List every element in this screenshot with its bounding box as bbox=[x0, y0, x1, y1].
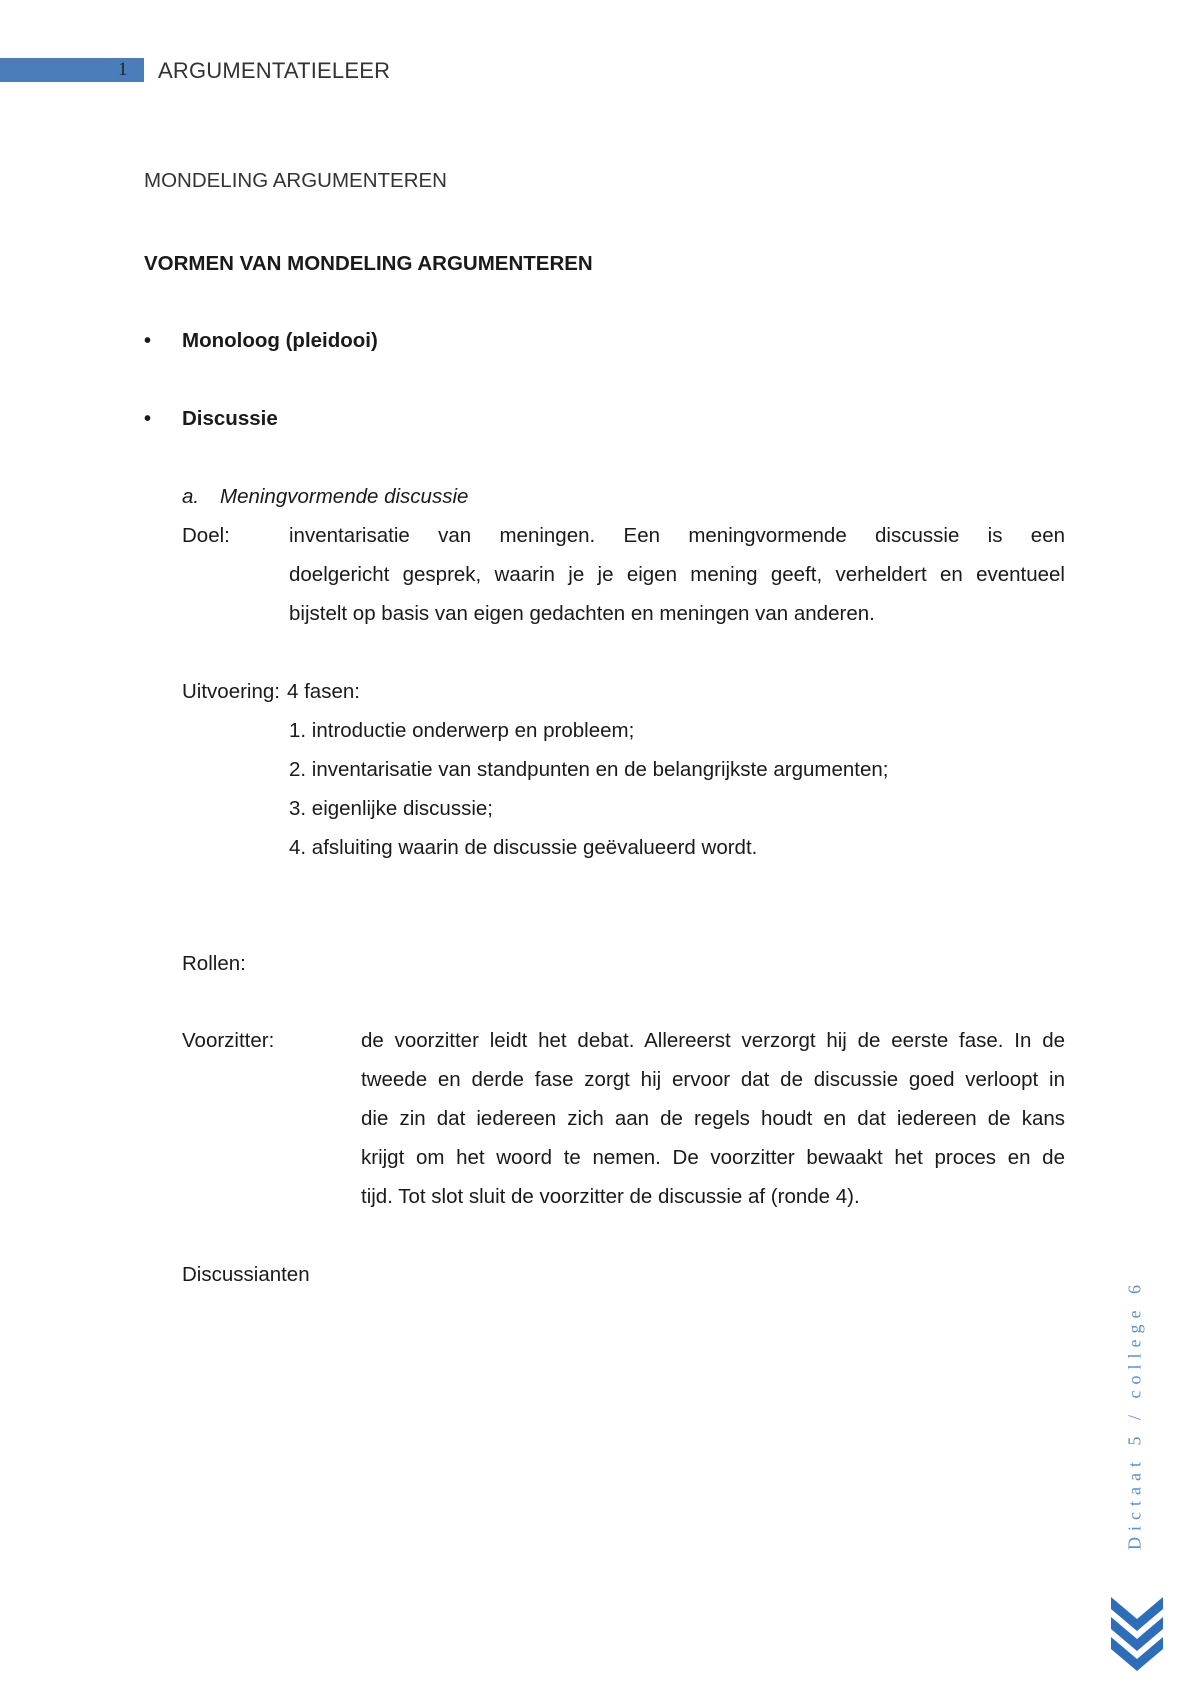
rollen-label: Rollen: bbox=[182, 952, 246, 975]
uitvoering-step-4: 4. afsluiting waarin de discussie geëvalueerd wordt. bbox=[289, 836, 758, 859]
uitvoering-step-2: 2. inventarisatie van standpunten en de belangrijkste argumenten; bbox=[289, 758, 889, 781]
side-caption: Dictaat 5 / college 6 bbox=[1124, 1279, 1145, 1551]
uitvoering-step-3: 3. eigenlijke discussie; bbox=[289, 797, 493, 820]
subsection-marker: a. bbox=[182, 485, 200, 508]
heading: VORMEN VAN MONDELING ARGUMENTEREN bbox=[144, 252, 593, 275]
voorzitter-line-3: die zin dat iedereen zich aan de regels houdt en dat iedereen de kans bbox=[361, 1107, 1065, 1130]
bullet-dot: • bbox=[144, 408, 152, 430]
voorzitter-label: Voorzitter: bbox=[182, 1029, 275, 1052]
page-number: 1 bbox=[118, 59, 128, 80]
section-title: MONDELING ARGUMENTEREN bbox=[144, 169, 447, 192]
uitvoering-intro: 4 fasen: bbox=[287, 680, 360, 703]
voorzitter-line-1: de voorzitter leidt het debat. Allereerst verzorgt hij de eerste fase. In de bbox=[361, 1029, 1065, 1052]
discussianten-label: Discussianten bbox=[182, 1263, 310, 1286]
doel-line-3: bijstelt op basis van eigen gedachten en meningen van anderen. bbox=[289, 602, 875, 625]
bullet-discussie: Discussie bbox=[182, 407, 278, 430]
voorzitter-line-5: tijd. Tot slot sluit de voorzitter de discussie af (ronde 4). bbox=[361, 1185, 860, 1208]
voorzitter-line-2: tweede en derde fase zorgt hij ervoor dat de discussie goed verloopt in bbox=[361, 1068, 1065, 1091]
header-title: ARGUMENTATIELEER bbox=[158, 58, 391, 83]
bullet-dot: • bbox=[144, 330, 152, 352]
triple-chevron-down-icon bbox=[1107, 1595, 1167, 1675]
bullet-monoloog: Monoloog (pleidooi) bbox=[182, 329, 378, 352]
doel-line-1: inventarisatie van meningen. Een meningvormende discussie is een bbox=[289, 524, 1065, 547]
uitvoering-label: Uitvoering: bbox=[182, 680, 280, 703]
uitvoering-step-1: 1. introductie onderwerp en probleem; bbox=[289, 719, 635, 742]
doel-label: Doel: bbox=[182, 524, 230, 547]
doel-line-2: doelgericht gesprek, waarin je je eigen mening geeft, verheldert en eventueel bbox=[289, 563, 1065, 586]
voorzitter-line-4: krijgt om het woord te nemen. De voorzitter bewaakt het proces en de bbox=[361, 1146, 1065, 1169]
subsection-title: Meningvormende discussie bbox=[220, 485, 469, 508]
